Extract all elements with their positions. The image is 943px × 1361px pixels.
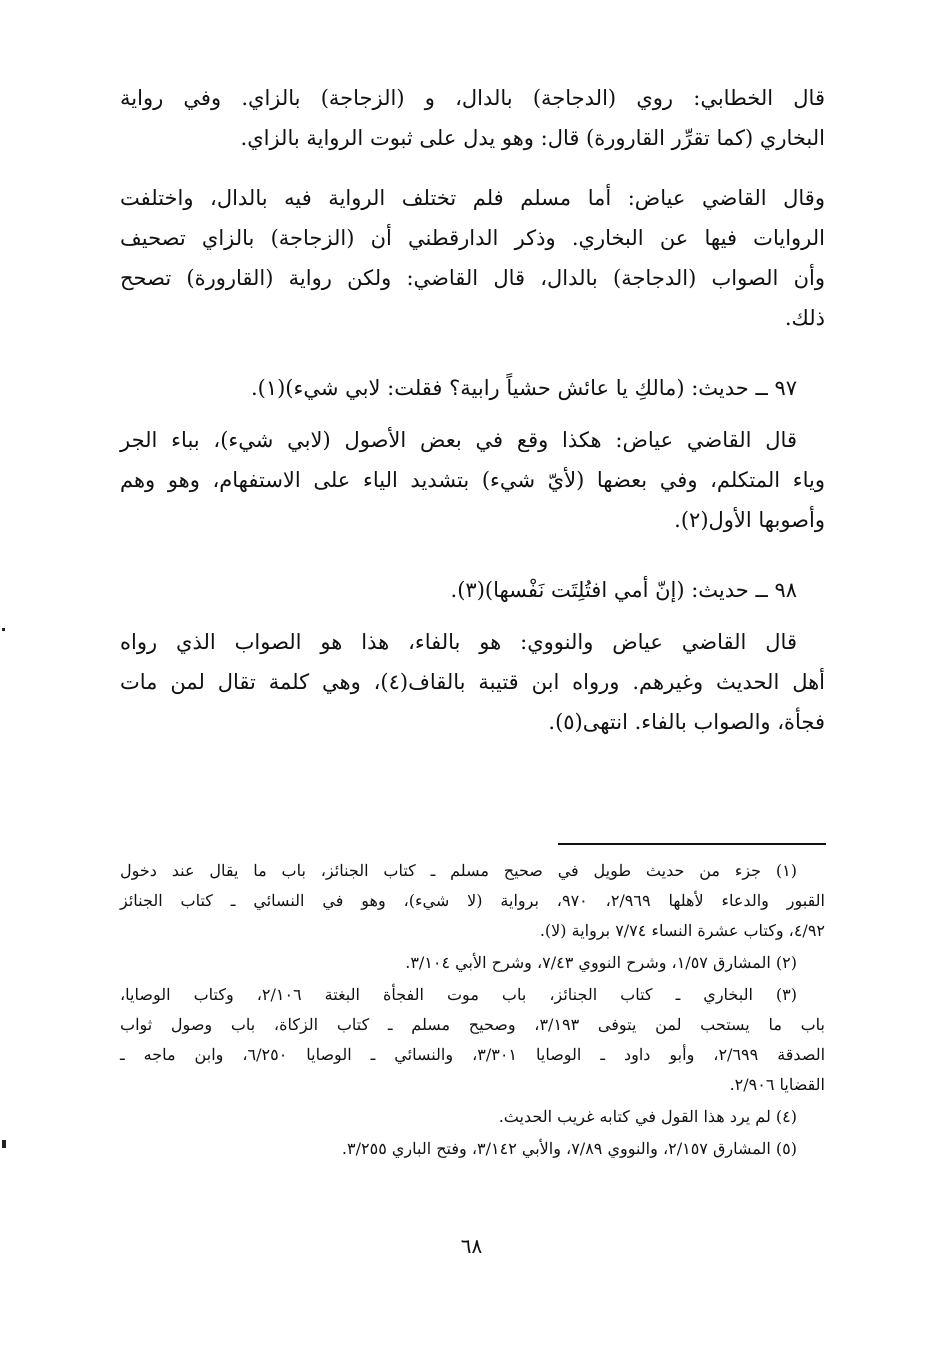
text-line: وقال القاضي عياض: أما مسلم فلم تختلف الرواية فيه بالدال، واختلفت xyxy=(120,186,825,210)
text-line: قال الخطابي: روي (الدجاجة) بالدال، و (الزجاجة) بالزاي. وفي رواية xyxy=(120,86,825,110)
scan-mark xyxy=(2,1140,6,1148)
paragraph-hadith-97 xyxy=(120,420,825,540)
paragraph-hadith-98 xyxy=(120,622,825,742)
text-line: قال القاضي عياض: هكذا وقع في بعض الأصول (لابي شيء)، بباء الجر xyxy=(120,428,797,452)
text-line: أهل الحديث وغيرهم. ورواه ابن قتيبة بالقاف(٤)، وهي كلمة تقال لمن مات xyxy=(120,670,826,694)
hadith-97-heading: ٩٧ ــ حديث: (مالكِ يا عائش حشياً رابية؟ فقلت: لابي شيء)(١). xyxy=(250,376,797,400)
text-line: فجأة، والصواب بالفاء. انتهى(٥). xyxy=(548,710,825,734)
text-line: وأن الصواب (الدجاجة) بالدال، قال القاضي: ولكن رواية (القارورة) تصحح xyxy=(120,266,825,290)
text-line: الروايات فيها عن البخاري. وذكر الدارقطني أن (الزجاجة) بالزاي تصحيف xyxy=(120,226,825,250)
scan-mark xyxy=(2,628,5,631)
text-line: ذلك. xyxy=(784,306,825,330)
footnote-3: (٣) البخاري ـ كتاب الجنائز، باب موت الفجأة البغتة ٢/١٠٦، وكتاب الوصايا، باب ما يستحب لمن يتوفى ٣/١٩٣، وصحيح مسلم ـ كتاب الزكاة، باب وصول ثواب الصدقة ٢/٦٩٩، وأبو داود ـ الوصايا ٣/٣٠١، والنسائي ـ الوصايا ٦/٢٥٠، وابن ماجه ـ القضايا ٢/٩٠٦. xyxy=(120,985,826,1094)
text-line: البخاري (كما تقرِّر القارورة) قال: وهو يدل على ثبوت الرواية بالزاي. xyxy=(240,126,825,150)
paragraph-qadi-iyad xyxy=(120,178,825,338)
footnote-4: (٤) لم يرد هذا القول في كتابه غريب الحديث. xyxy=(498,1107,797,1126)
hadith-98-heading: ٩٨ ــ حديث: (إنّ أمي افتُلِتَت نَفْسها)(٣). xyxy=(450,578,797,602)
footnote-1: (١) جزء من حديث طويل في صحيح مسلم ـ كتاب الجنائز، باب ما يقال عند دخول القبور والدعاء لأهلها ٢/٩٦٩، ٩٧٠، برواية (لا شيء)، وهو في النسائي ـ كتاب الجنائز ٤/٩٢، وكتاب عشرة النساء ٧/٧٤ برواية (لا). xyxy=(120,861,826,940)
footnotes xyxy=(120,856,825,1166)
footnote-divider xyxy=(558,843,826,845)
main-text xyxy=(120,78,825,742)
paragraph-khattabi xyxy=(120,78,825,158)
text-line: وأصوبها الأول(٢). xyxy=(674,508,825,532)
page-number: ٦٨ xyxy=(460,1234,483,1258)
text-line: قال القاضي عياض والنووي: هو بالفاء، هذا هو الصواب الذي رواه xyxy=(120,630,797,654)
footnote-2: (٢) المشارق ١/٥٧، وشرح النووي ٧/٤٣، وشرح الأبي ٣/١٠٤. xyxy=(405,953,797,972)
footnote-5: (٥) المشارق ٢/١٥٧، والنووي ٧/٨٩، والأبي ٣/١٤٢، وفتح الباري ٣/٢٥٥. xyxy=(341,1139,797,1158)
text-line: وياء المتكلم، وفي بعضها (لأيّ شيء) بتشديد الياء على الاستفهام، وهو وهم xyxy=(120,468,825,492)
